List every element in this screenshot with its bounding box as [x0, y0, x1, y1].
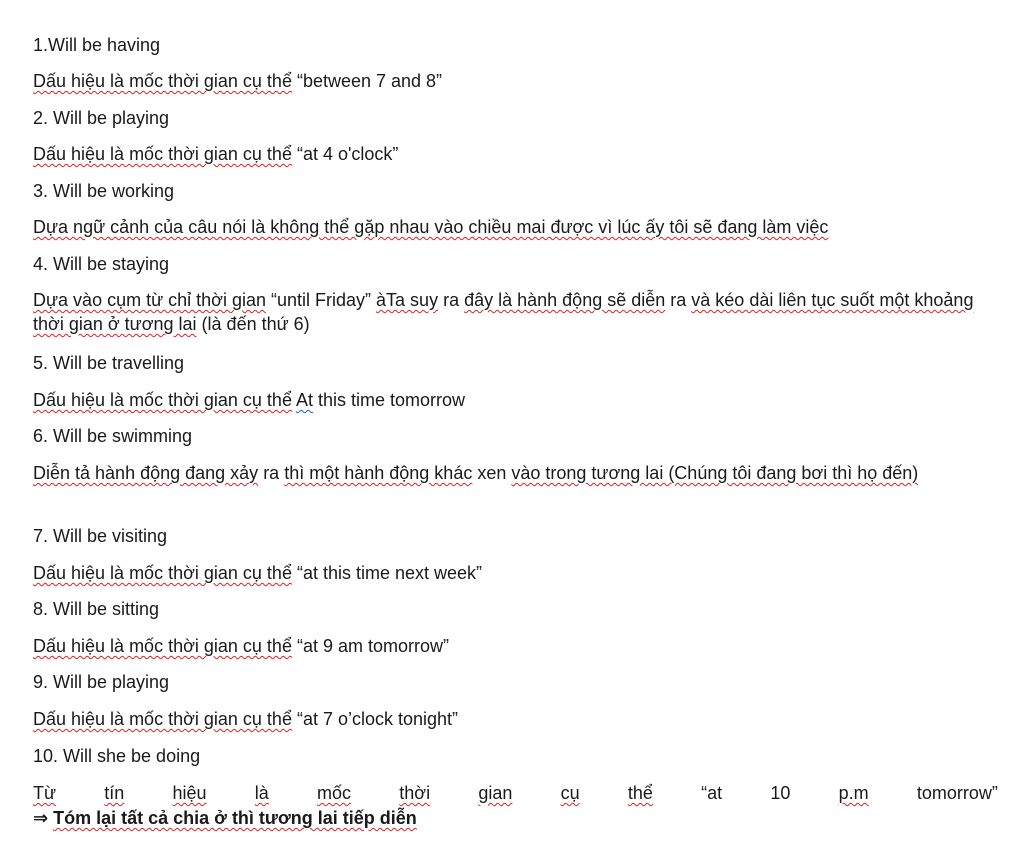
item-2-explanation [33, 142, 998, 166]
item-10-word: p.m [838, 783, 869, 803]
item-4-explanation-g: và kéo dài liên tục suốt một khoảng thời gian ở tương lai [33, 290, 974, 334]
item-2-explanation-marked: Dấu hiệu là mốc thời gian cụ thể [33, 144, 292, 164]
item-3-title: 3. Will be working [33, 181, 175, 201]
item-4-explanation-f: ra [665, 290, 692, 310]
item-4-explanation-b: “until Friday” [266, 290, 377, 310]
item-10-word: hiệu [172, 783, 207, 803]
item-10-word: 10 [770, 783, 791, 803]
item-4-title: 4. Will be staying [33, 254, 170, 274]
item-6-explanation-d: xen [472, 463, 512, 483]
item-4-explanation-e: đây là hành động sẽ diễn [464, 290, 666, 310]
item-6-explanation-c: thì một hành động khác [284, 463, 473, 483]
item-5-explanation-blue: At [295, 390, 313, 410]
item-9-explanation-rest: “at 7 o’clock tonight” [291, 709, 459, 729]
item-4-explanation-d: ra [438, 290, 465, 310]
conclusion-text: Tóm lại tất cả chia ở thì tương lai tiếp diễn [53, 808, 417, 828]
conclusion-arrow-icon: ⇒ [33, 808, 54, 828]
item-4-explanation-h: (là đến thứ 6) [196, 314, 310, 334]
item-6-explanation-e: vào trong tương lai (Chúng tôi đang bơi thì họ đến) [511, 463, 919, 483]
item-10-word: gian [478, 783, 513, 803]
conclusion [33, 806, 998, 830]
item-10-word: là [254, 783, 269, 803]
item-8-explanation-marked: Dấu hiệu là mốc thời gian cụ thể [33, 636, 292, 656]
item-10-word: “at [701, 783, 723, 803]
item-3-explanation-marked: Dựa ngữ cảnh của câu nói là không thể gặp nhau vào chiều mai được vì lúc ấy tôi sẽ đang làm việc [33, 217, 829, 237]
item-1-explanation-rest: “between 7 and 8” [291, 71, 443, 91]
item-10-word: tomorrow” [916, 783, 998, 803]
item-10-explanation [33, 781, 998, 805]
item-6-title: 6. Will be swimming [33, 426, 193, 446]
item-8-explanation-rest: “at 9 am tomorrow” [291, 636, 449, 656]
item-2-title: 2. Will be playing [33, 108, 170, 128]
item-1-explanation-marked: Dấu hiệu là mốc thời gian cụ thể [33, 71, 292, 91]
item-10-word: thể [627, 783, 653, 803]
item-10-word: thời [399, 783, 431, 803]
item-8-explanation [33, 634, 998, 658]
item-5-title: 5. Will be travelling [33, 353, 185, 373]
item-10-word: Từ [33, 783, 57, 803]
item-10-word: mốc [317, 783, 352, 803]
item-7-explanation [33, 561, 998, 585]
item-9-title: 9. Will be playing [33, 672, 170, 692]
item-3-explanation [33, 215, 998, 239]
item-5-explanation [33, 388, 998, 412]
item-6-explanation-b: ra [258, 463, 285, 483]
item-6-explanation [33, 461, 998, 485]
item-10-word: tín [104, 783, 125, 803]
item-4-explanation [33, 288, 998, 336]
item-4-explanation-a: Dựa vào cụm từ chỉ thời gian [33, 290, 266, 310]
item-7-explanation-rest: “at this time next week” [291, 563, 483, 583]
item-9-explanation-marked: Dấu hiệu là mốc thời gian cụ thể [33, 709, 292, 729]
item-1-explanation [33, 69, 998, 93]
item-9-explanation [33, 707, 998, 731]
item-7-explanation-marked: Dấu hiệu là mốc thời gian cụ thể [33, 563, 292, 583]
item-2-explanation-rest: “at 4 o'clock” [291, 144, 399, 164]
item-4-explanation-c: àTa suy [376, 290, 439, 310]
item-7-title: 7. Will be visiting [33, 526, 168, 546]
item-1-title: 1.Will be having [33, 35, 161, 55]
item-6-explanation-a: Diễn tả hành động đang xảy [33, 463, 259, 483]
item-10-word: cụ [560, 783, 580, 803]
item-10-title: 10. Will she be doing [33, 746, 201, 766]
item-5-explanation-marked: Dấu hiệu là mốc thời gian cụ thể [33, 390, 292, 410]
item-8-title: 8. Will be sitting [33, 599, 160, 619]
item-5-explanation-rest: this time tomorrow [312, 390, 466, 410]
